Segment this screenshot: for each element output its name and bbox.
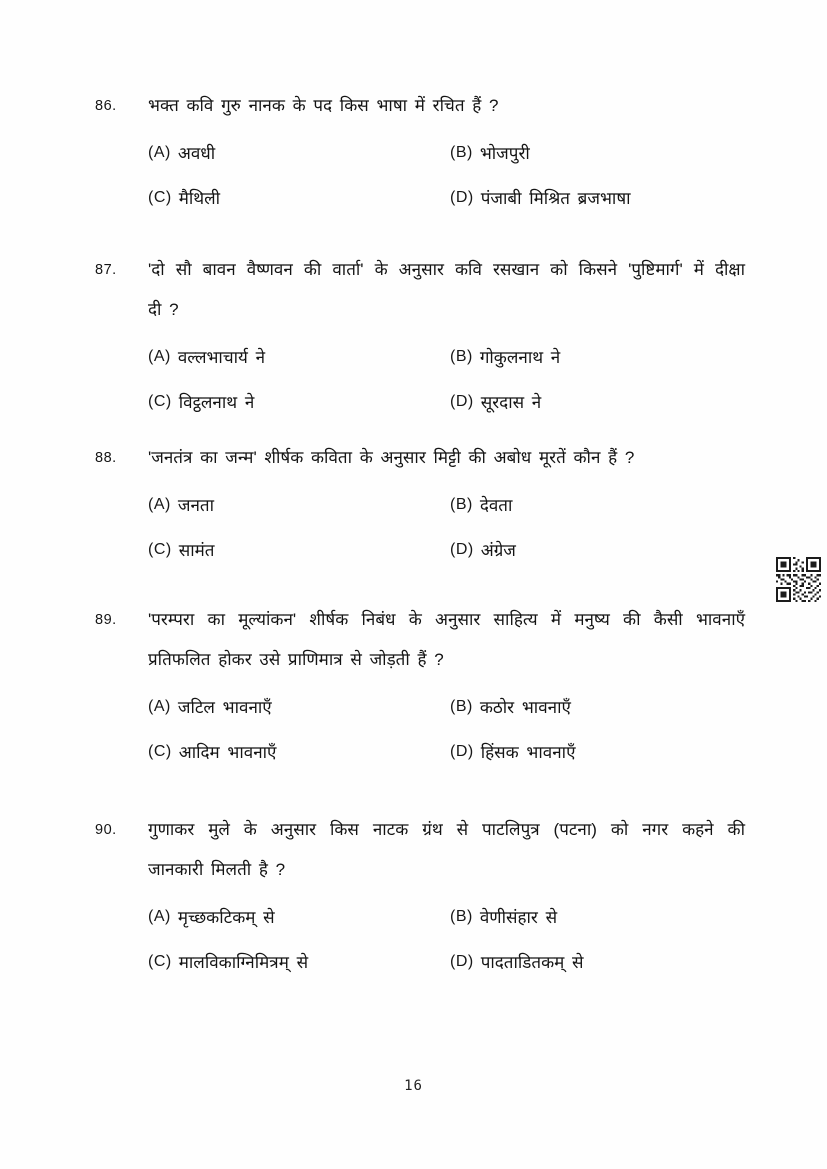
- question-text: गुणाकर मुले के अनुसार किस नाटक ग्रंथ से पाटलिपुत्र (पटना) को नगर कहने की: [148, 820, 745, 839]
- option-text: जनता: [177, 496, 214, 515]
- option-label: (A): [148, 495, 171, 513]
- option-c: [148, 527, 450, 572]
- option-label: (B): [450, 697, 473, 715]
- option-d: [450, 379, 745, 424]
- option-b: [450, 684, 745, 729]
- question-number: 86.: [95, 98, 117, 114]
- option-c: [148, 175, 450, 220]
- options-grid: [148, 894, 745, 984]
- option-text: सामंत: [178, 541, 215, 560]
- option-a: [148, 684, 450, 729]
- question-text: 'परम्परा का मूल्यांकन' शीर्षक निबंध के अनुसार साहित्य में मनुष्य की कैसी भावनाएँ: [148, 610, 745, 629]
- option-d: [450, 729, 745, 774]
- page-number: 16: [404, 1078, 423, 1094]
- option-text: आदिम भावनाएँ: [178, 743, 277, 762]
- question-87: [0, 250, 827, 424]
- question-89: [0, 600, 827, 774]
- option-text: भोजपुरी: [479, 144, 530, 163]
- option-b: [450, 334, 745, 379]
- option-d: [450, 527, 745, 572]
- option-label: (A): [148, 697, 171, 715]
- option-d: [450, 175, 745, 220]
- option-label: (C): [148, 540, 172, 558]
- options-grid: [148, 130, 745, 220]
- option-b: [450, 130, 745, 175]
- question-86: [0, 86, 827, 220]
- option-text: अवधी: [177, 144, 216, 163]
- option-text: वल्लभाचार्य ने: [177, 348, 266, 367]
- option-label: (B): [450, 143, 473, 161]
- option-label: (D): [450, 540, 474, 558]
- option-a: [148, 894, 450, 939]
- option-c: [148, 939, 450, 984]
- option-label: (D): [450, 952, 474, 970]
- option-label: (A): [148, 143, 171, 161]
- option-label: (A): [148, 907, 171, 925]
- question-text: भक्त कवि गुरु नानक के पद किस भाषा में रचित हैं ?: [148, 96, 499, 115]
- option-label: (C): [148, 742, 172, 760]
- option-label: (C): [148, 188, 172, 206]
- qr-code-icon: [776, 557, 821, 602]
- option-text: मालविकाग्निमित्रम् से: [178, 953, 309, 972]
- question-90: [0, 810, 827, 984]
- option-d: [450, 939, 745, 984]
- option-text: जटिल भावनाएँ: [177, 698, 272, 717]
- option-text: वेणीसंहार से: [479, 908, 558, 927]
- option-text: सूरदास ने: [480, 393, 542, 412]
- option-a: [148, 130, 450, 175]
- question-number: 88.: [95, 450, 117, 466]
- option-a: [148, 334, 450, 379]
- option-label: (C): [148, 952, 172, 970]
- option-label: (D): [450, 392, 474, 410]
- option-label: (B): [450, 907, 473, 925]
- option-label: (D): [450, 742, 474, 760]
- option-label: (A): [148, 347, 171, 365]
- option-text: देवता: [479, 496, 513, 515]
- options-grid: [148, 334, 745, 424]
- question-88: [0, 438, 827, 572]
- options-grid: [148, 482, 745, 572]
- options-grid: [148, 684, 745, 774]
- option-c: [148, 729, 450, 774]
- option-text: पंजाबी मिश्रित ब्रजभाषा: [480, 189, 631, 208]
- question-text: दी ?: [148, 300, 179, 319]
- option-b: [450, 482, 745, 527]
- option-a: [148, 482, 450, 527]
- question-number: 89.: [95, 612, 117, 628]
- option-text: गोकुलनाथ ने: [479, 348, 561, 367]
- option-label: (B): [450, 495, 473, 513]
- question-number: 87.: [95, 262, 117, 278]
- option-text: कठोर भावनाएँ: [479, 698, 571, 717]
- question-text: 'दो सौ बावन वैष्णवन की वार्ता' के अनुसार कवि रसखान को किसने 'पुष्टिमार्ग' में दीक्षा: [148, 260, 745, 279]
- option-c: [148, 379, 450, 424]
- option-text: मैथिली: [178, 189, 221, 208]
- option-text: अंग्रेज: [480, 541, 516, 560]
- option-text: पादताडितकम् से: [480, 953, 584, 972]
- option-label: (D): [450, 188, 474, 206]
- option-b: [450, 894, 745, 939]
- option-text: हिंसक भावनाएँ: [480, 743, 576, 762]
- option-text: विट्ठलनाथ ने: [178, 393, 255, 412]
- question-text: प्रतिफलित होकर उसे प्राणिमात्र से जोड़ती हैं ?: [148, 650, 444, 669]
- question-text: जानकारी मिलती है ?: [148, 860, 286, 879]
- question-text: 'जनतंत्र का जन्म' शीर्षक कविता के अनुसार मिट्टी की अबोध मूरतें कौन हैं ?: [148, 448, 635, 467]
- question-number: 90.: [95, 822, 117, 838]
- option-label: (C): [148, 392, 172, 410]
- option-text: मृच्छकटिकम् से: [177, 908, 275, 927]
- option-label: (B): [450, 347, 473, 365]
